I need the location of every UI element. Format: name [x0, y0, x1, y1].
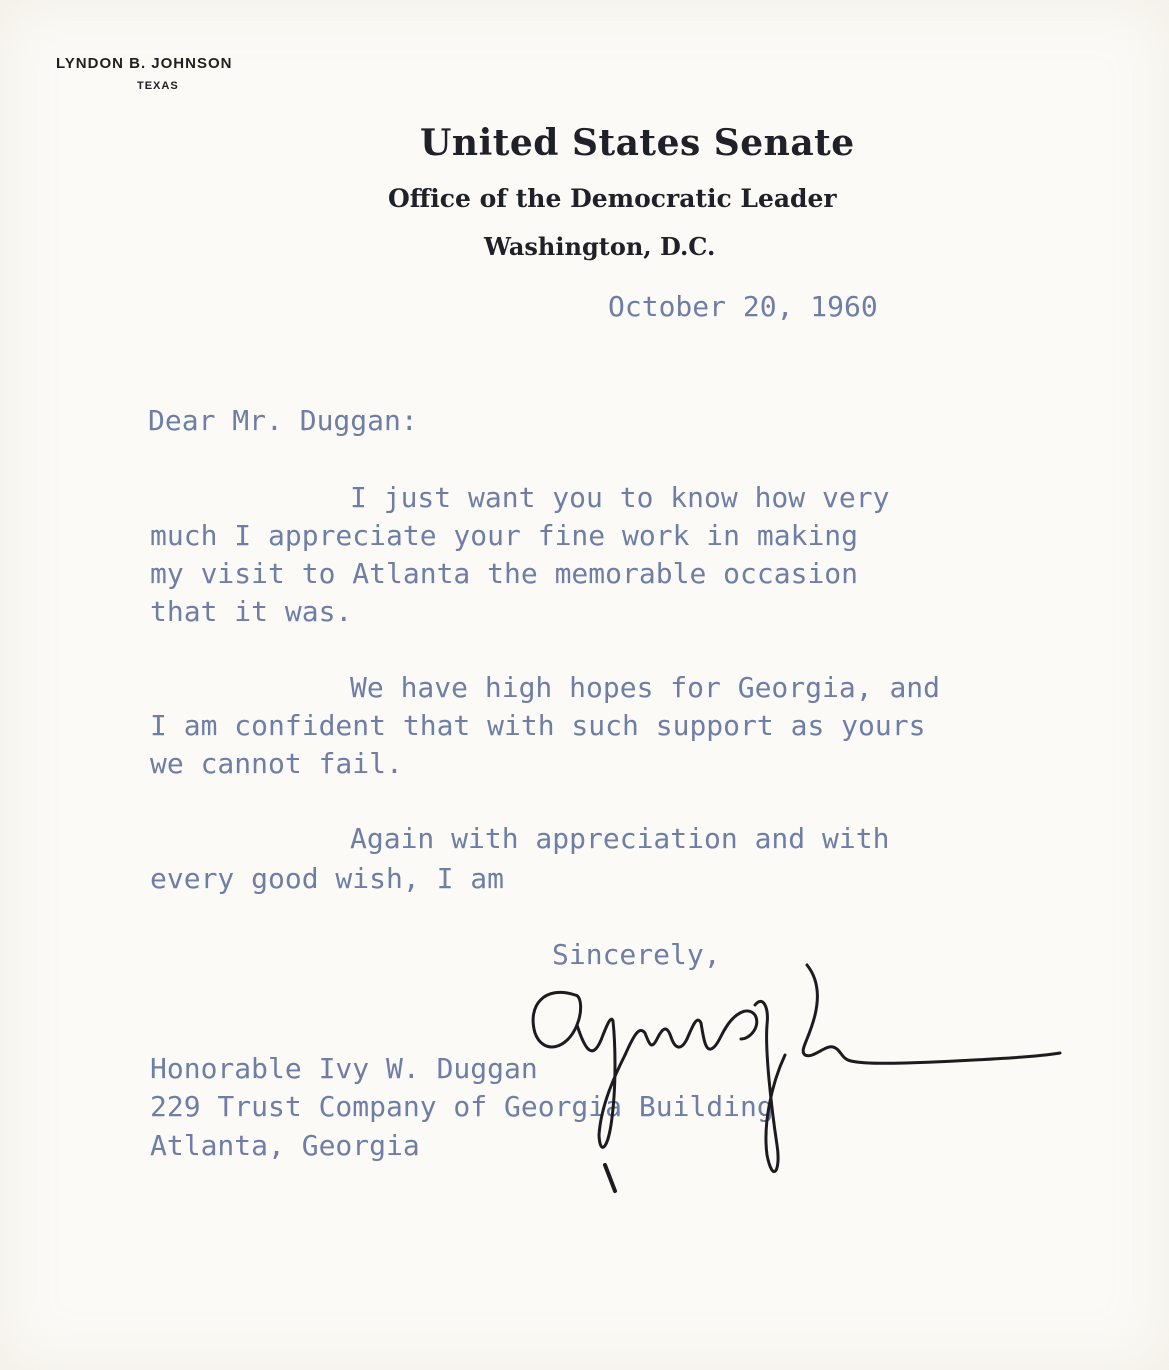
letterhead-institution: United States Senate: [420, 122, 855, 164]
letterhead-location: Washington, D.C.: [484, 232, 716, 261]
paragraph-2-line-3: we cannot fail.: [150, 747, 403, 780]
recipient-city: Atlanta, Georgia: [150, 1129, 420, 1162]
handwritten-signature: [515, 955, 1075, 1195]
paragraph-1-line-1: I just want you to know how very: [350, 481, 890, 514]
recipient-name: Honorable Ivy W. Duggan: [150, 1052, 538, 1085]
salutation: Dear Mr. Duggan:: [148, 404, 418, 437]
paragraph-1-line-3: my visit to Atlanta the memorable occasion: [150, 557, 859, 590]
letterhead-office: Office of the Democratic Leader: [388, 184, 837, 213]
paragraph-1-line-2: much I appreciate your fine work in making: [150, 519, 859, 552]
closing: Sincerely,: [552, 938, 721, 971]
sender-state: TEXAS: [137, 80, 179, 92]
sender-name: LYNDON B. JOHNSON: [56, 55, 233, 72]
paragraph-3-line-1: Again with appreciation and with: [350, 822, 890, 855]
paragraph-3-line-2: every good wish, I am: [150, 862, 505, 895]
paragraph-2-line-1: We have high hopes for Georgia, and: [350, 671, 941, 704]
recipient-street: 229 Trust Company of Georgia Building: [150, 1090, 774, 1123]
letter-date: October 20, 1960: [608, 290, 878, 323]
paragraph-1-line-4: that it was.: [150, 595, 353, 628]
paragraph-2-line-2: I am confident that with such support as yours: [150, 709, 926, 742]
